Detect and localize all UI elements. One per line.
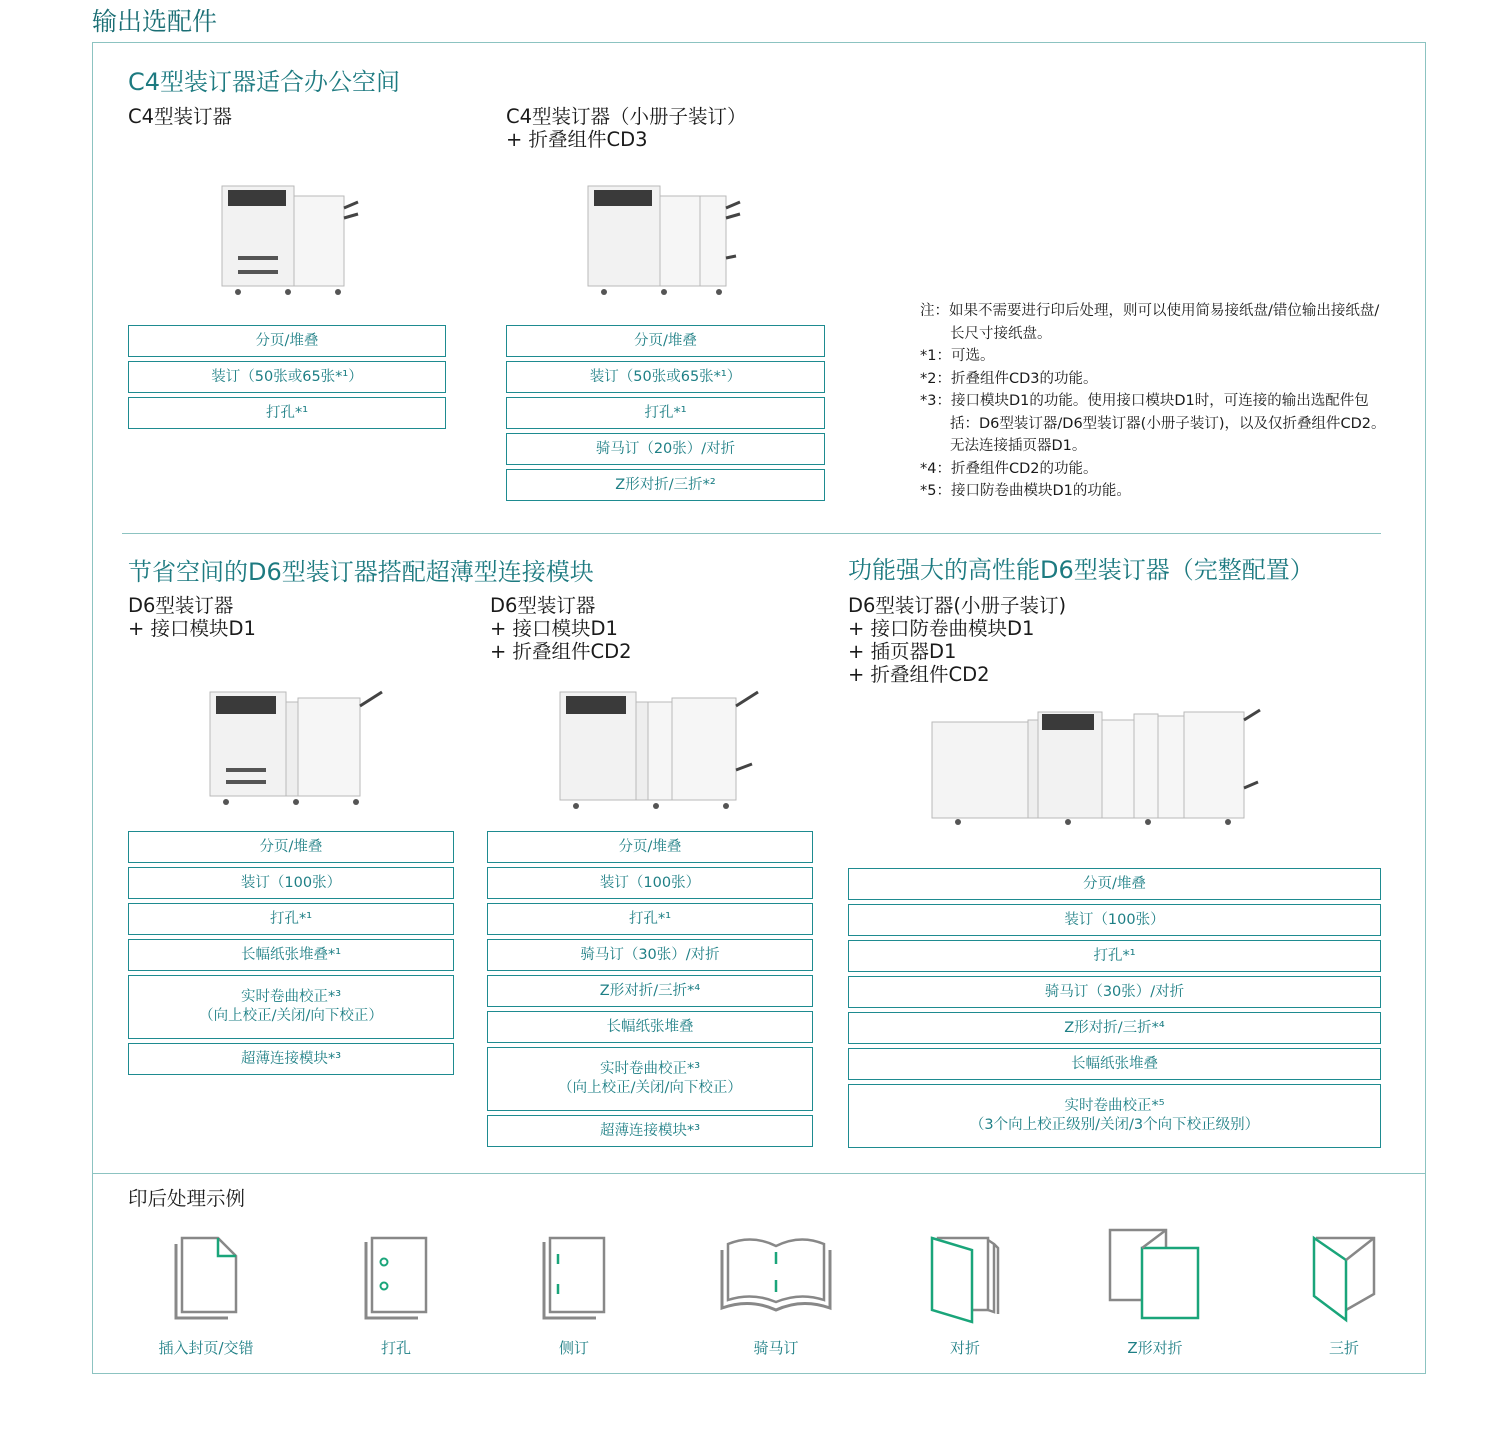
option-item: 分页/堆叠	[506, 325, 825, 357]
d6-finisher-illustration	[206, 684, 386, 809]
option-item: 长幅纸张堆叠*¹	[128, 939, 454, 971]
option-item: 骑马订（20张）/对折	[506, 433, 825, 465]
option-item: 超薄连接模块*³	[487, 1115, 813, 1147]
option-item: 打孔*¹	[128, 903, 454, 935]
section2-title: 节省空间的D6型装订器搭配超薄型连接模块	[128, 558, 594, 586]
postprocess-divider	[92, 1173, 1426, 1174]
note: *1：可选。	[920, 348, 995, 364]
option-item: 长幅纸张堆叠	[848, 1048, 1381, 1080]
note: *3：接口模块D1的功能。使用接口模块D1时，可连接的输出选配件包括：D6型装订器/D6型装订器(小册子装订)，以及仅折叠组件CD2。无法连接插页器D1。	[920, 393, 1386, 454]
s1-config1-options	[128, 325, 446, 429]
postprocess-label: 三折	[1328, 1339, 1359, 1357]
footnotes	[920, 300, 1390, 503]
page-title: 输出选配件	[92, 7, 218, 36]
s2-config1-options	[128, 831, 454, 1075]
option-item: 分页/堆叠	[128, 831, 454, 863]
tri-fold-icon	[1310, 1234, 1380, 1324]
option-item: 实时卷曲校正*³ （向上校正/关闭/向下校正）	[128, 975, 454, 1039]
option-item: 打孔*¹	[506, 397, 825, 429]
insert-cover-icon	[170, 1236, 245, 1326]
option-item: 分页/堆叠	[848, 868, 1381, 900]
s1-config1-name: C4型装订器	[128, 105, 233, 128]
note: 注：如果不需要进行印后处理，则可以使用简易接纸盘/错位输出接纸盘/长尺寸接纸盘。	[920, 303, 1380, 342]
note: *4：折叠组件CD2的功能。	[920, 460, 1098, 477]
z-fold-icon	[1106, 1226, 1206, 1324]
note: *2：折叠组件CD3的功能。	[920, 370, 1098, 387]
option-item: 骑马订（30张）/对折	[848, 976, 1381, 1008]
s2-config2-options	[487, 831, 813, 1147]
d6-full-config-illustration	[928, 698, 1263, 828]
saddle-stitch-icon	[716, 1236, 836, 1318]
option-item: 装订（100张）	[848, 904, 1381, 936]
option-item: 分页/堆叠	[487, 831, 813, 863]
option-item: 装订（100张）	[128, 867, 454, 899]
d6-folder-illustration	[556, 684, 761, 814]
postprocess-label: 对折	[949, 1339, 980, 1357]
s1-config2-name: C4型装订器（小册子装订） + 折叠组件CD3	[506, 105, 747, 151]
s3-config-name: D6型装订器(小册子装订) + 接口防卷曲模块D1 + 插页器D1 + 折叠组件CD2	[848, 594, 1067, 686]
option-item: 分页/堆叠	[128, 325, 446, 357]
option-item: Z形对折/三折*²	[506, 469, 825, 501]
postprocess-title: 印后处理示例	[128, 1187, 246, 1210]
s3-config-options	[848, 868, 1381, 1148]
s2-config1-name: D6型装订器 + 接口模块D1	[128, 594, 256, 640]
option-item: 装订（50张或65张*¹）	[128, 361, 446, 393]
option-item: 超薄连接模块*³	[128, 1043, 454, 1075]
option-item: 装订（100张）	[487, 867, 813, 899]
option-item: 骑马订（30张）/对折	[487, 939, 813, 971]
half-fold-icon	[928, 1234, 1003, 1324]
option-item: 实时卷曲校正*³ （向上校正/关闭/向下校正）	[487, 1047, 813, 1111]
section3-title: 功能强大的高性能D6型装订器（完整配置）	[848, 556, 1314, 584]
option-item: Z形对折/三折*⁴	[848, 1012, 1381, 1044]
postprocess-label: 打孔	[380, 1339, 411, 1357]
option-item: 打孔*¹	[487, 903, 813, 935]
side-staple-icon	[540, 1236, 610, 1326]
section-divider	[122, 533, 1381, 534]
option-item: 打孔*¹	[848, 940, 1381, 972]
option-item: 打孔*¹	[128, 397, 446, 429]
postprocess-label: Z形对折	[1127, 1339, 1183, 1357]
postprocess-label: 插入封页/交错	[158, 1339, 254, 1357]
option-item: 装订（50张或65张*¹）	[506, 361, 825, 393]
option-item: 长幅纸张堆叠	[487, 1011, 813, 1043]
c4-booklet-finisher-illustration	[584, 178, 744, 303]
note: *5：接口防卷曲模块D1的功能。	[920, 483, 1131, 499]
punch-icon	[362, 1236, 432, 1326]
option-item: 实时卷曲校正*⁵ （3个向上校正级别/关闭/3个向下校正级别）	[848, 1084, 1381, 1148]
s2-config2-name: D6型装订器 + 接口模块D1 + 折叠组件CD2	[490, 594, 632, 663]
option-item: Z形对折/三折*⁴	[487, 975, 813, 1007]
postprocess-label: 侧订	[558, 1339, 589, 1357]
postprocess-label: 骑马订	[753, 1339, 799, 1357]
s1-config2-options	[506, 325, 825, 501]
section1-title: C4型装订器适合办公空间	[128, 68, 401, 96]
c4-finisher-illustration	[218, 178, 363, 303]
